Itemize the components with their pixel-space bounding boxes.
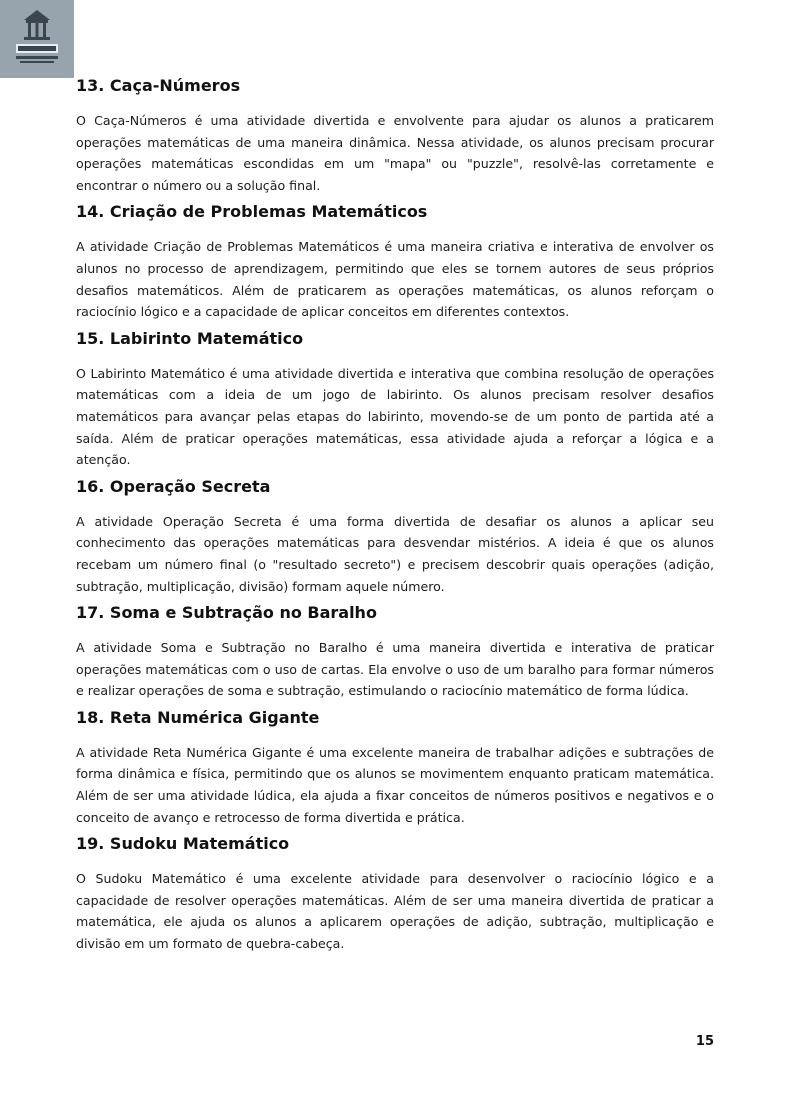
section-paragraph: A atividade Operação Secreta é uma forma divertida de desafiar os alunos a aplicar seu conhecimento das operações matemáticas para desvendar mistérios. A ideia é que os alunos recebam um número final (o "resultado secreto") e precisem descobrir quais operações (adição, subtração, multiplicação, divisão) formam aquele número. [76,513,714,594]
section-title: 15. Labirinto Matemático [76,328,304,348]
section-paragraph: O Sudoku Matemático é uma excelente atividade para desenvolver o raciocínio lógico e a capacidade de resolver operações matemáticas. Além de ser uma maneira divertida de praticar a matemática, ele ajuda os alunos a aplicarem operações de adição, subtração, multiplicação e divisão em um formato de quebra-cabeça. [76,871,714,952]
document-content [76,76,714,961]
section-paragraph: A atividade Criação de Problemas Matemáticos é uma maneira criativa e interativa de envolver os alunos no processo de aprendizagem, permitindo que eles se tornem autores de seus próprios desafios matemáticos. Além de praticarem as operações matemáticas, os alunos reforçam o raciocínio lógico e a capacidade de aplicar conceitos em diferentes contextos. [76,239,714,320]
section-title: 16. Operação Secreta [76,476,271,496]
section-paragraph: O Labirinto Matemático é uma atividade divertida e interativa que combina resolução de operações matemáticas com a ideia de um jogo de labirinto. Os alunos precisam resolver desafios matemáticos para avançar pelas etapas do labirinto, movendo-se de um ponto de partida até a saída. Além de praticar operações matemáticas, essa atividade ajuda a reforçar a lógica e a atenção. [76,365,714,468]
section-criacao-de-problemas [76,202,714,322]
section-soma-e-subtracao-no-baralho [76,603,714,702]
section-paragraph: A atividade Soma e Subtração no Baralho é uma maneira divertida e interativa de praticar operações matemáticas com o uso de cartas. Ela envolve o uso de um baralho para formar números e realizar operações de soma e subtração, estimulando o raciocínio matemático de forma lúdica. [76,640,714,699]
section-paragraph: O Caça-Números é uma atividade divertida e envolvente para ajudar os alunos a praticarem operações matemáticas de uma maneira dinâmica. Nessa atividade, os alunos precisam procurar operações matemáticas escondidas em um "mapa" ou "puzzle", resolvê-las corretamente e encontrar o número ou a solução final. [76,113,714,193]
institution-logo-icon [0,0,74,78]
section-title: 17. Soma e Subtração no Baralho [76,603,377,623]
section-title: 13. Caça-Números [76,76,241,95]
section-caca-numeros [76,76,714,196]
section-title: 18. Reta Numérica Gigante [76,707,320,727]
section-reta-numerica-gigante [76,708,714,828]
section-operacao-secreta [76,477,714,597]
section-paragraph: A atividade Reta Numérica Gigante é uma excelente maneira de trabalhar adições e subtrações de forma dinâmica e física, permitindo que os alunos se movimentem enquanto praticam matemática. Além de ser uma atividade lúdica, ela ajuda a fixar conceitos de números positivos e negativos e o conceito de avanço e retrocesso de forma divertida e prática. [76,744,714,825]
section-labirinto-matematico [76,329,714,471]
page-number: 15 [695,1034,714,1049]
section-title: 14. Criação de Problemas Matemáticos [76,202,428,222]
section-title: 19. Sudoku Matemático [76,834,290,854]
section-sudoku-matematico [76,834,714,954]
